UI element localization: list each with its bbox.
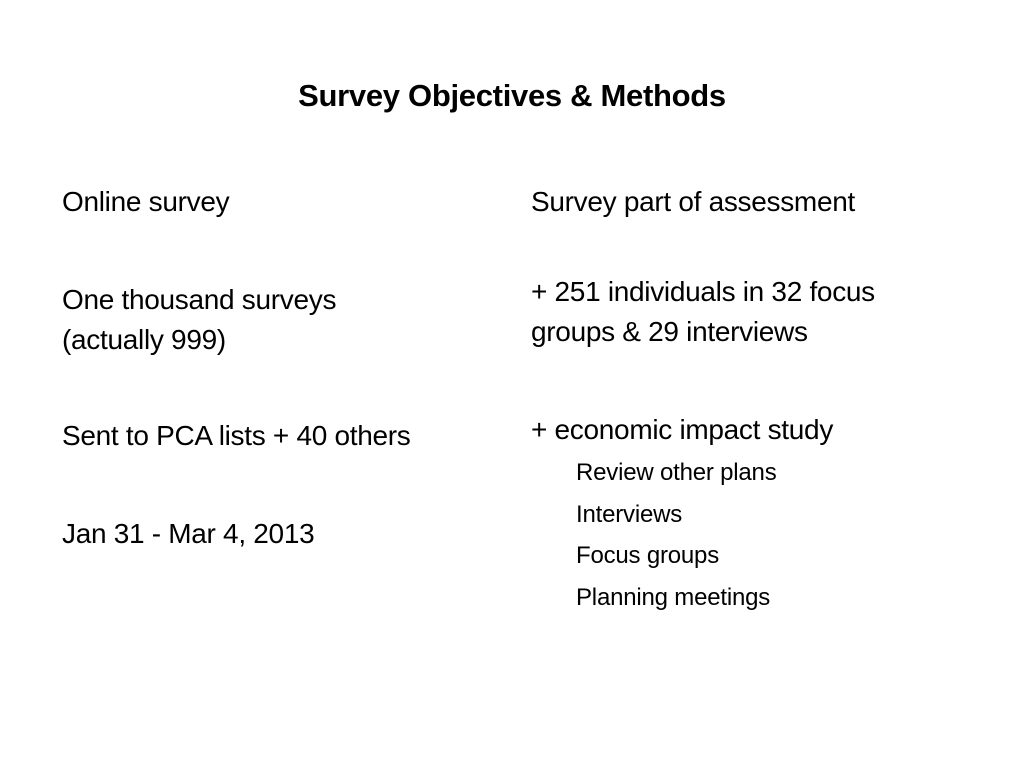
bullet-line: + 251 individuals in 32 focus	[531, 276, 875, 307]
bullet-line: (actually 999)	[62, 324, 226, 355]
right-column	[531, 182, 1001, 618]
bullet-line: + economic impact study	[531, 414, 834, 445]
bullet-line: groups & 29 interviews	[531, 316, 808, 347]
bullet-economic-impact-study	[531, 410, 1001, 618]
sub-bullet-interviews: Interviews	[576, 500, 683, 528]
bullet-online-survey: Online survey	[62, 186, 230, 217]
sub-bullet-review-other-plans: Review other plans	[576, 459, 777, 486]
bullet-survey-part-of-assessment: Survey part of assessment	[531, 186, 855, 217]
bullet-sent-to-pca-lists: Sent to PCA lists + 40 others	[62, 420, 411, 451]
bullet-individuals-focus-groups	[531, 272, 1001, 352]
bullet-line: One thousand surveys	[62, 284, 337, 315]
slide-title: Survey Objectives & Methods	[298, 78, 726, 113]
sub-bullet-planning-meetings: Planning meetings	[576, 583, 771, 611]
bullet-one-thousand-surveys	[62, 280, 502, 360]
bullet-date-range: Jan 31 - Mar 4, 2013	[62, 518, 315, 549]
sub-bullet-list	[531, 452, 1001, 618]
sub-bullet-focus-groups: Focus groups	[576, 542, 720, 569]
left-column	[62, 182, 502, 554]
